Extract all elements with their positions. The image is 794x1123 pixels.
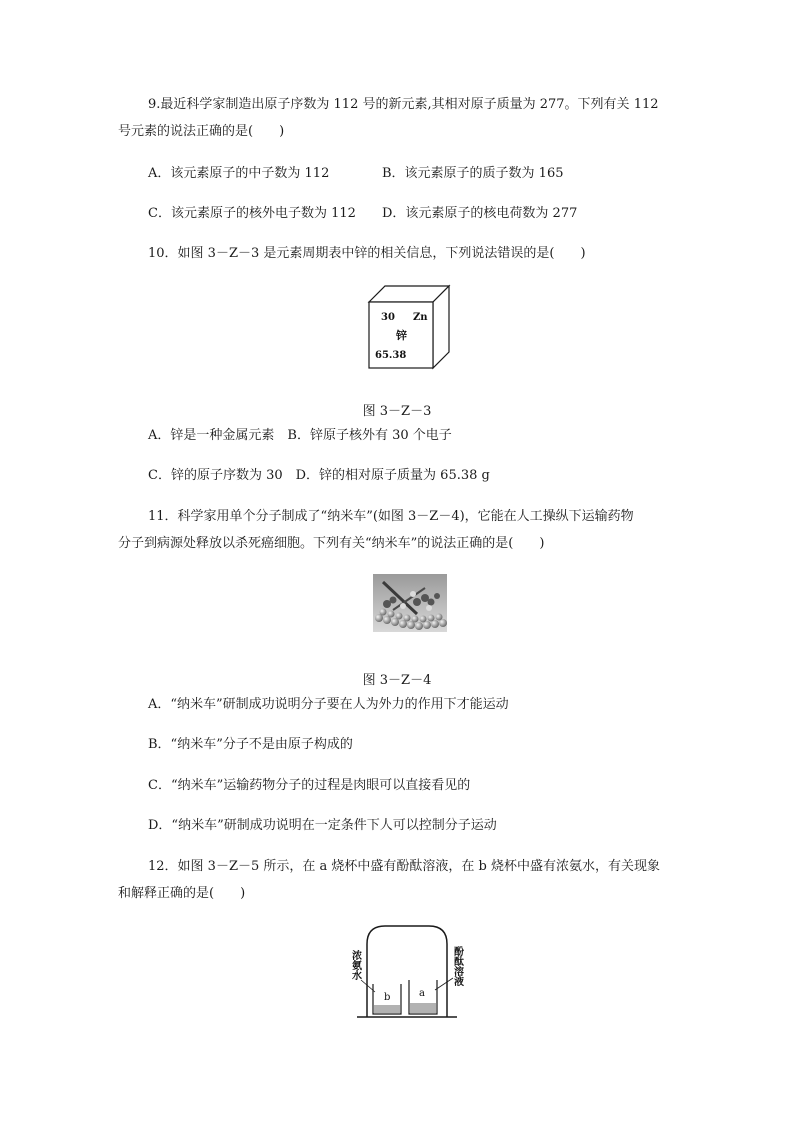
zinc-element-cube-figure bbox=[361, 282, 455, 376]
q11-option-b: B．“纳米车”分子不是由原子构成的 bbox=[148, 737, 353, 752]
q9-option-c: C．该元素原子的核外电子数为 112 bbox=[148, 206, 356, 221]
q9-stem-line2: 号元素的说法正确的是( ) bbox=[118, 124, 285, 139]
beaker-a-label: a bbox=[419, 988, 425, 999]
phenolphthalein-label bbox=[452, 945, 464, 987]
q9-option-row2 bbox=[0, 206, 794, 222]
q11-stem-line1: 11．科学家用单个分子制成了“纳米车”(如图 3－Z－4)，它能在人工操纵下运输药物 bbox=[148, 509, 634, 524]
q11-stem-line2: 分子到病源处释放以杀死癌细胞。下列有关“纳米车”的说法正确的是( ) bbox=[118, 536, 545, 551]
figure-3-z-4-caption: 图 3－Z－4 bbox=[362, 673, 432, 688]
beaker-experiment-figure bbox=[349, 922, 473, 1026]
beaker-b-label: b bbox=[384, 992, 391, 1003]
q12-stem-line1: 12．如图 3－Z－5 所示，在 a 烧杯中盛有酚酞溶液，在 b 烧杯中盛有浓氨水，有关现象 bbox=[148, 859, 660, 874]
q11-option-a: A．“纳米车”研制成功说明分子要在人为外力的作用下才能运动 bbox=[148, 697, 509, 712]
q9-option-b: B．该元素原子的质子数为 165 bbox=[382, 166, 564, 181]
q11-option-c: C．“纳米车”运输药物分子的过程是肉眼可以直接看见的 bbox=[148, 778, 471, 793]
zinc-atomic-number: 30 bbox=[381, 312, 395, 323]
ammonia-label: 浓氨水 bbox=[349, 950, 361, 980]
phenolphthalein-label-text: 酚酞溶液 bbox=[451, 946, 463, 986]
zinc-symbol: Zn bbox=[413, 312, 428, 323]
q10-stem: 10．如图 3－Z－3 是元素周期表中锌的相关信息，下列说法错误的是( ) bbox=[148, 246, 586, 261]
q9-option-row1 bbox=[0, 166, 794, 182]
q10-options-ab: A．锌是一种金属元素 B．锌原子核外有 30 个电子 bbox=[148, 428, 452, 443]
nanocar-image bbox=[373, 574, 447, 636]
figure-3-z-3-caption: 图 3－Z－3 bbox=[362, 404, 432, 419]
zinc-atomic-mass: 65.38 bbox=[375, 350, 407, 361]
q10-options-cd: C．锌的原子序数为 30 D．锌的相对原子质量为 65.38 g bbox=[148, 468, 490, 483]
q9-option-a: A．该元素原子的中子数为 112 bbox=[148, 166, 330, 181]
q9-option-d: D．该元素原子的核电荷数为 277 bbox=[382, 206, 578, 221]
zinc-name: 锌 bbox=[396, 329, 407, 342]
q11-option-d: D．“纳米车”研制成功说明在一定条件下人可以控制分子运动 bbox=[148, 818, 497, 833]
q9-stem-line1: 9.最近科学家制造出原子序数为 112 号的新元素,其相对原子质量为 277。下列有关 112 bbox=[148, 97, 659, 112]
q12-stem-line2: 和解释正确的是( ) bbox=[118, 886, 246, 901]
